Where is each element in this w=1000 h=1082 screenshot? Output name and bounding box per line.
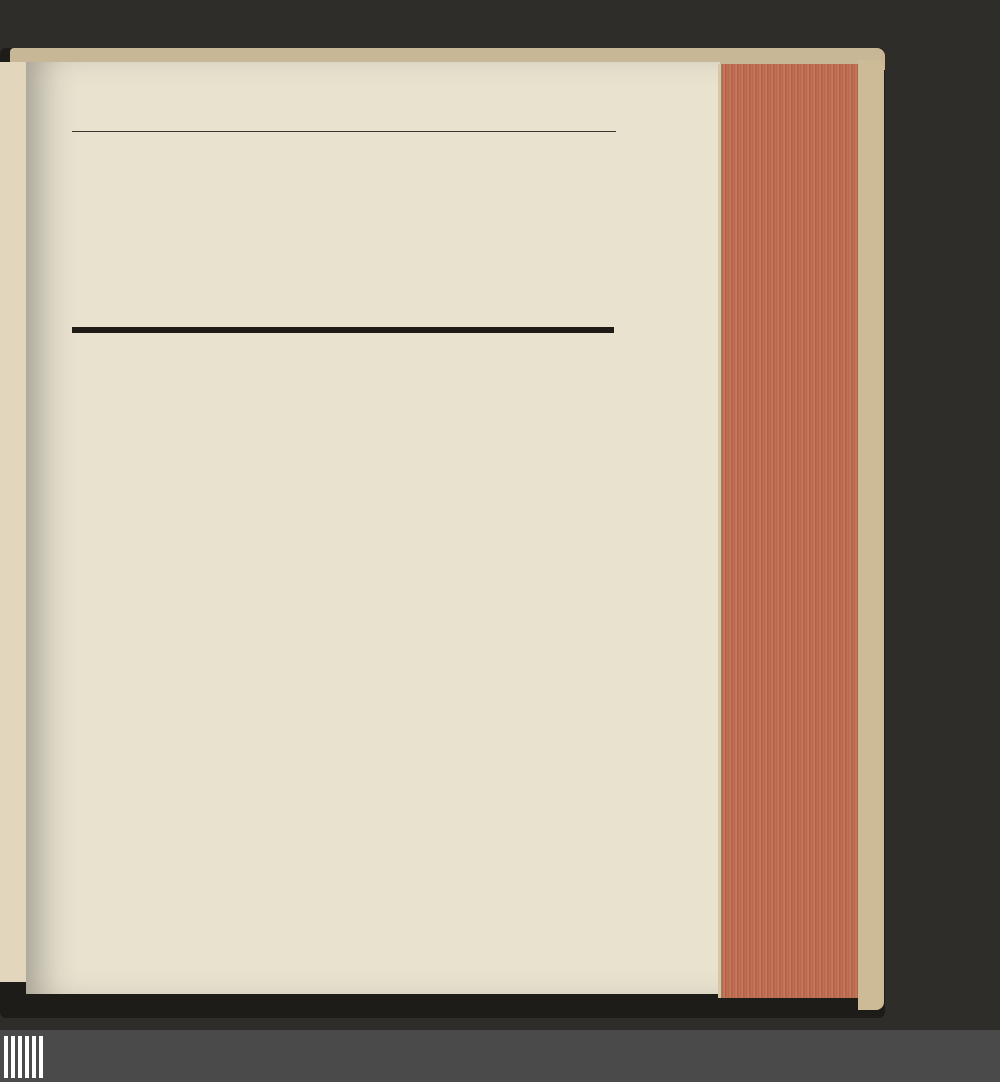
- page-edges: [718, 64, 863, 998]
- left-page-sliver: [0, 62, 28, 982]
- library-bar: [0, 1030, 1000, 1082]
- book-cover-right: [858, 60, 884, 1010]
- book-page: [26, 62, 720, 994]
- library-logo-icon: [4, 1036, 48, 1078]
- chapter-rule: [72, 327, 614, 333]
- header-rule: [72, 131, 616, 132]
